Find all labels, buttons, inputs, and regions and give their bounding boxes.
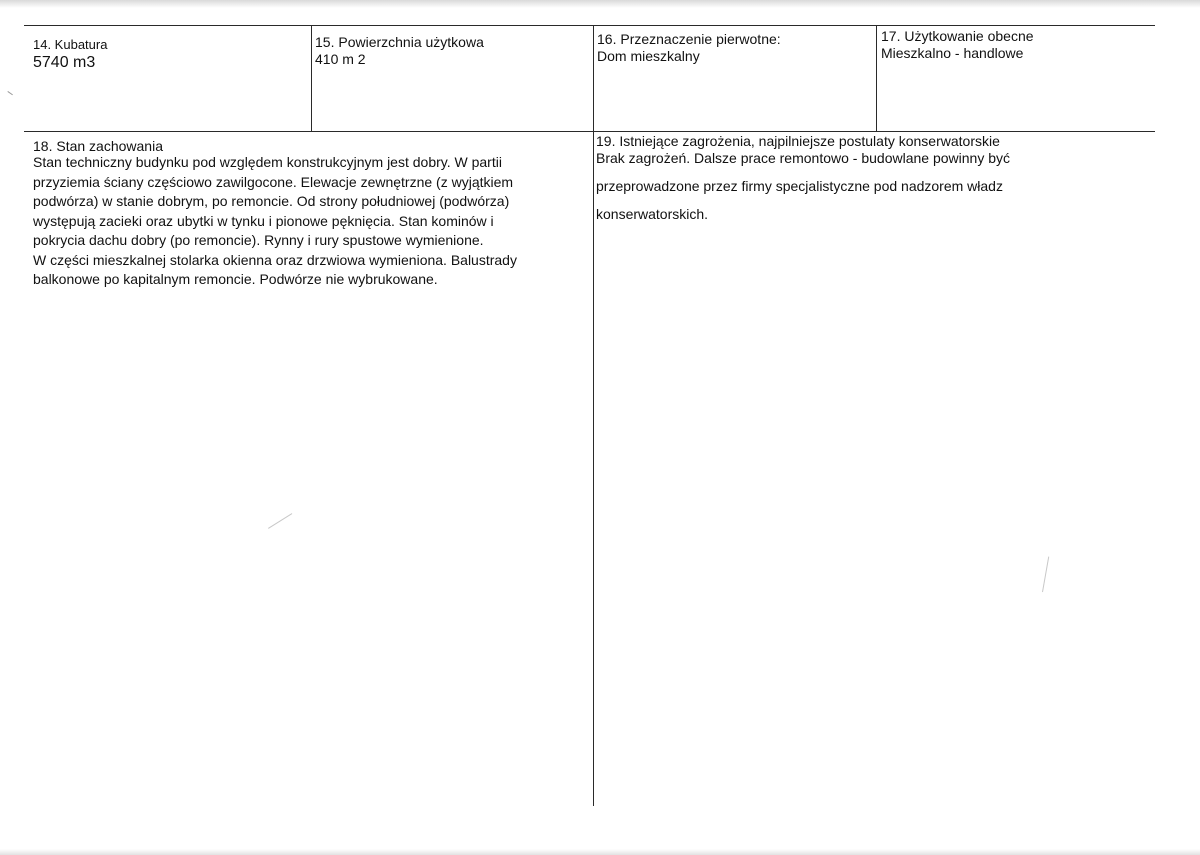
zagrozenia-title: 19. Istniejące zagrożenia, najpilniejsze postulaty konserwatorskie xyxy=(596,133,1000,149)
stan-line-1: Stan techniczny budynku pod względem konstrukcyjnym jest dobry. W partii xyxy=(33,154,502,170)
scan-edge-bottom xyxy=(0,849,1200,855)
col-divider-2 xyxy=(593,25,594,806)
table-top-border xyxy=(24,25,1155,26)
przeznaczenie-value: Dom mieszkalny xyxy=(597,48,700,64)
kubatura-title: 14. Kubatura xyxy=(33,37,108,52)
powierzchnia-value: 410 m 2 xyxy=(315,51,366,67)
zagrozenia-text xyxy=(596,149,1010,223)
stan-zachowania-text xyxy=(33,153,517,290)
col-divider-1 xyxy=(311,25,312,132)
scan-mark xyxy=(1042,557,1049,593)
powierzchnia-title: 15. Powierzchnia użytkowa xyxy=(315,34,484,50)
scan-mark xyxy=(7,91,12,95)
zagrozenia-line-1: Brak zagrożeń. Dalsze prace remontowo - budowlane powinny być xyxy=(596,150,1010,166)
col-divider-3 xyxy=(876,25,877,132)
stan-line-3: podwórza) w stanie dobrym, po remoncie. Od strony południowej (podwórza) xyxy=(33,193,510,209)
zagrozenia-line-3: konserwatorskich. xyxy=(596,206,709,222)
stan-line-4: występują zacieki oraz ubytki w tynku i pionowe pęknięcia. Stan kominów i xyxy=(33,212,494,229)
uzytkowanie-value: Mieszkalno - handlowe xyxy=(881,45,1024,61)
stan-line-6: W części mieszkalnej stolarka okienna oraz drzwiowa wymieniona. Balustrady xyxy=(33,251,517,268)
stan-line-5: pokrycia dachu dobry (po remoncie). Rynny i rury spustowe wymienione. xyxy=(33,232,484,248)
stan-line-7: balkonowe po kapitalnym remoncie. Podwórze nie wybrukowane. xyxy=(33,271,438,287)
stan-zachowania-title: 18. Stan zachowania xyxy=(33,138,163,154)
zagrozenia-line-2: przeprowadzone przez firmy specjalistyczne pod nadzorem władz xyxy=(596,178,1003,194)
scan-mark xyxy=(268,513,292,529)
scan-edge-top xyxy=(0,0,1200,8)
stan-line-2: przyziemia ściany częściowo zawilgocone. Elewacje zewnętrzne (z wyjątkiem xyxy=(33,173,514,190)
kubatura-value: 5740 m3 xyxy=(33,54,96,71)
uzytkowanie-title: 17. Użytkowanie obecne xyxy=(881,28,1034,44)
przeznaczenie-title: 16. Przeznaczenie pierwotne: xyxy=(597,31,781,47)
